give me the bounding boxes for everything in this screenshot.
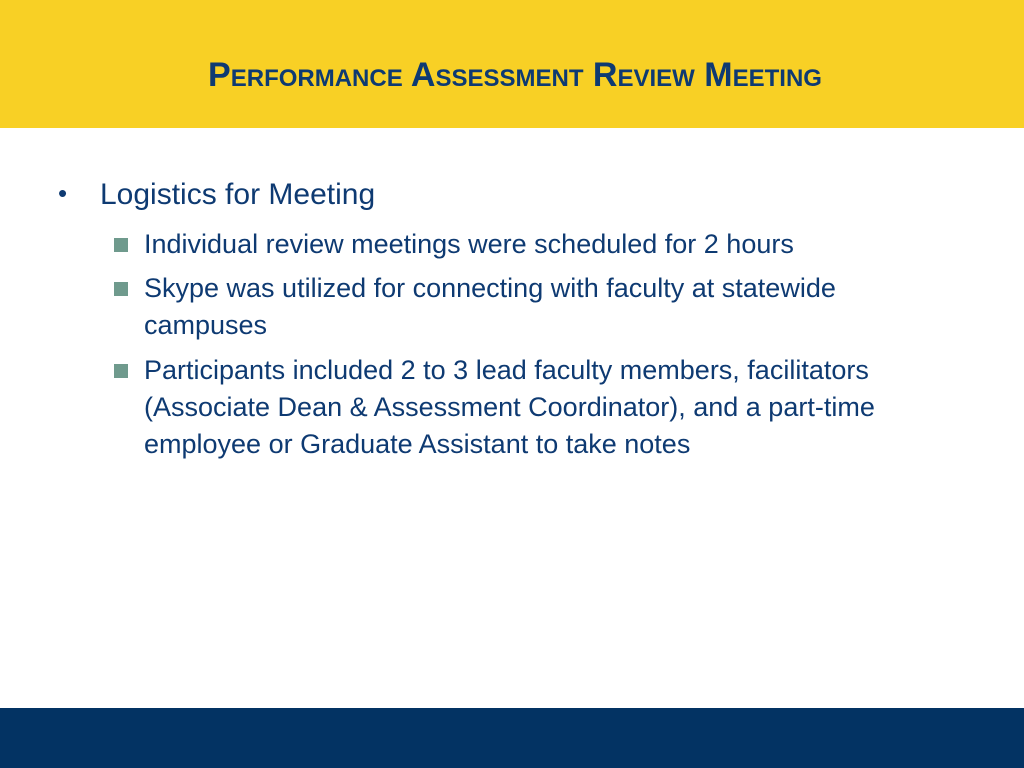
square-bullet-icon bbox=[114, 238, 128, 252]
slide-title: Performance Assessment Review Meeting bbox=[208, 56, 822, 94]
square-bullet-icon bbox=[114, 364, 128, 378]
bullet-dot-icon: • bbox=[58, 178, 68, 208]
subitem-text: Individual review meetings were scheduled for 2 hours bbox=[144, 229, 794, 259]
subitem-text: Participants included 2 to 3 lead faculty members, facilitators (Associate Dean & Assessment Coordinator), and a part-time employee or Graduate Assistant to take notes bbox=[144, 355, 875, 459]
footer-band bbox=[0, 708, 1024, 768]
square-bullet-icon bbox=[114, 282, 128, 296]
bullet-logistics-for-meeting: Logistics for Meeting bbox=[100, 178, 376, 211]
subitem-text: Skype was utilized for connecting with faculty at statewide campuses bbox=[144, 273, 836, 340]
